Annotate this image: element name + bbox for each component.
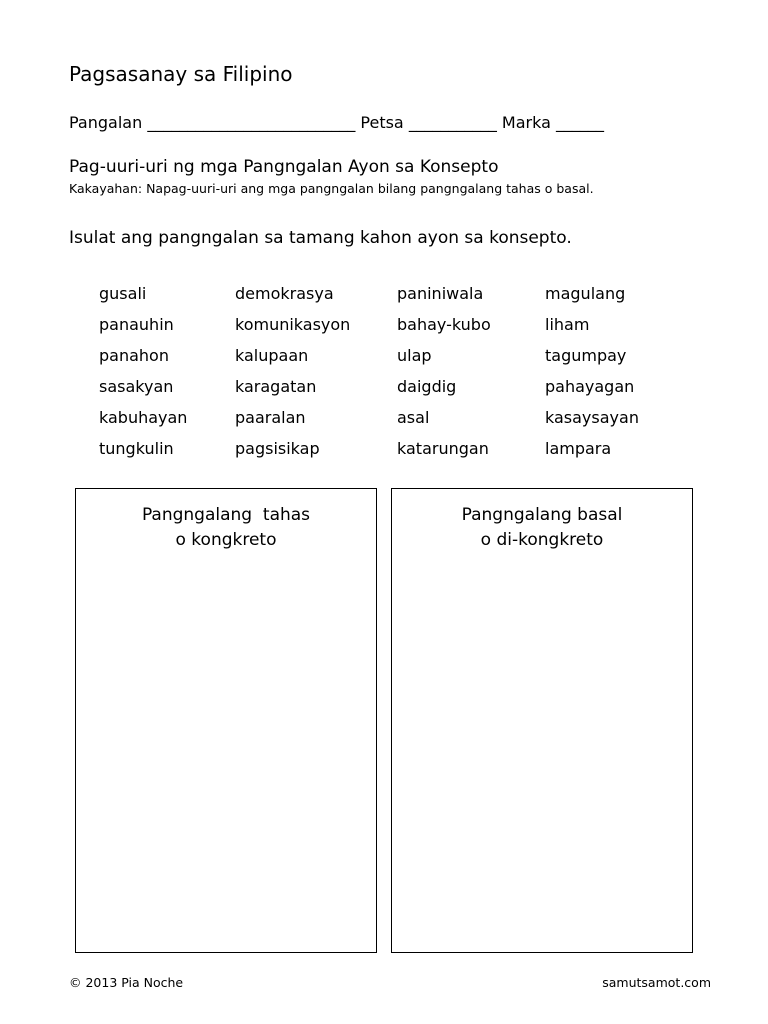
- word-item: ulap: [397, 346, 432, 365]
- word-item: liham: [545, 315, 590, 334]
- concrete-noun-heading: [76, 503, 376, 553]
- word-item: bahay-kubo: [397, 315, 491, 334]
- word-item: kasaysayan: [545, 408, 639, 427]
- worksheet-title: Pagsasanay sa Filipino: [69, 62, 293, 86]
- word-column-3: [397, 282, 491, 468]
- word-item: tagumpay: [545, 346, 627, 365]
- word-item: lampara: [545, 439, 612, 458]
- name-date-score-line: Pangalan __________________________ Petsa ___________ Marka ______: [69, 113, 604, 132]
- word-column-1: [99, 282, 187, 468]
- abstract-noun-box: [391, 488, 693, 953]
- concrete-noun-box: [75, 488, 377, 953]
- word-column-4: [545, 282, 639, 468]
- box-heading-line: Pangngalang tahas: [141, 505, 311, 525]
- box-heading-line: o di-kongkreto: [480, 530, 604, 550]
- instruction-text: Isulat ang pangngalan sa tamang kahon ayon sa konsepto.: [69, 228, 572, 248]
- skill-description: Kakayahan: Napag-uuri-uri ang mga pangngalan bilang pangngalang tahas o basal.: [69, 181, 594, 196]
- word-item: pagsisikap: [235, 439, 320, 458]
- word-item: pahayagan: [545, 377, 635, 396]
- word-item: panauhin: [99, 315, 174, 334]
- word-item: demokrasya: [235, 284, 334, 303]
- word-item: gusali: [99, 284, 147, 303]
- abstract-noun-heading: [392, 503, 692, 553]
- word-item: asal: [397, 408, 430, 427]
- word-item: tungkulin: [99, 439, 174, 458]
- word-item: kalupaan: [235, 346, 309, 365]
- word-item: kabuhayan: [99, 408, 188, 427]
- copyright-text: © 2013 Pia Noche: [69, 975, 184, 990]
- word-item: magulang: [545, 284, 626, 303]
- word-item: paaralan: [235, 408, 306, 427]
- site-credit: samutsamot.com: [602, 975, 711, 990]
- word-item: paniniwala: [397, 284, 484, 303]
- word-item: katarungan: [397, 439, 489, 458]
- word-item: panahon: [99, 346, 169, 365]
- word-column-2: [235, 282, 350, 468]
- word-item: komunikasyon: [235, 315, 351, 334]
- word-item: sasakyan: [99, 377, 174, 396]
- word-item: karagatan: [235, 377, 317, 396]
- box-heading-line: o kongkreto: [175, 530, 277, 550]
- section-title: Pag-uuri-uri ng mga Pangngalan Ayon sa Konsepto: [69, 157, 499, 177]
- word-item: daigdig: [397, 377, 457, 396]
- box-heading-line: Pangngalang basal: [461, 505, 623, 525]
